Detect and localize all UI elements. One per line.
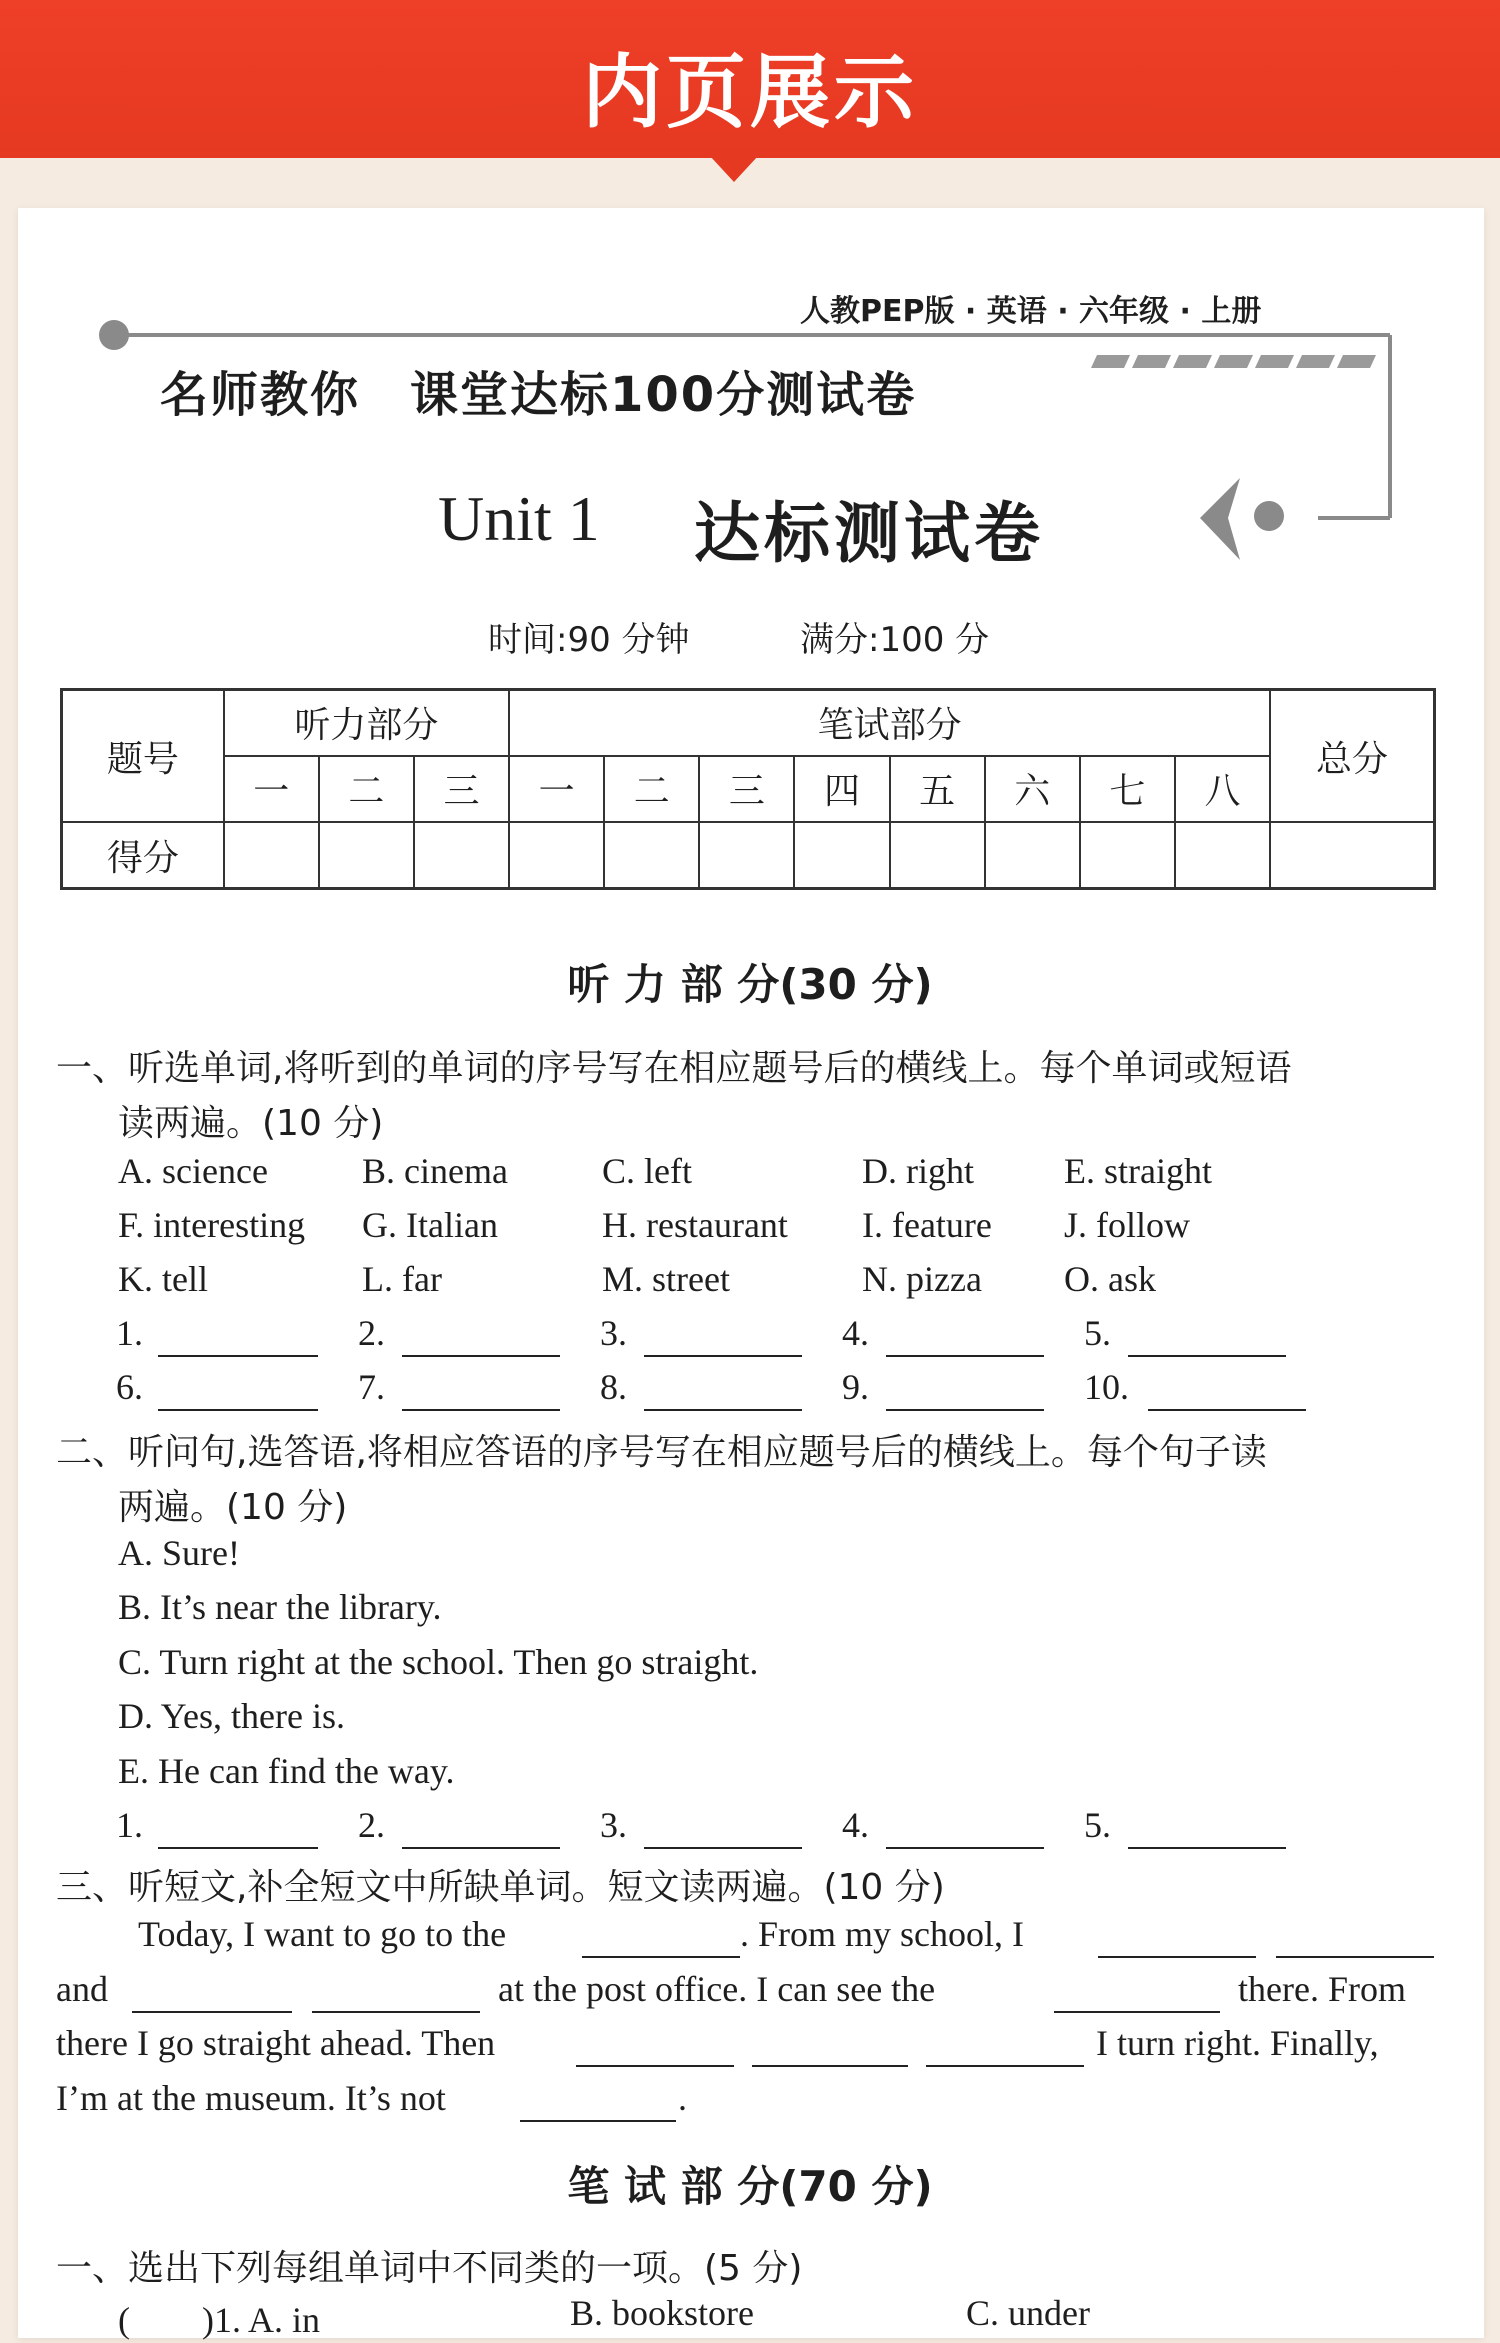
response-option: D. Yes, there is. — [118, 1696, 346, 1736]
word-option: H. restaurant — [602, 1205, 788, 1245]
word-option: F. interesting — [118, 1205, 306, 1245]
word-option: E. straight — [1064, 1151, 1212, 1191]
col-listening-1: 一 — [224, 756, 319, 822]
passage-blank[interactable] — [752, 2065, 908, 2067]
answer-blank[interactable] — [402, 1355, 560, 1357]
response-option: C. Turn right at the school. Then go straight. — [118, 1642, 759, 1682]
q3-instruction: 三、听短文,补全短文中所缺单词。短文读两遍。(10 分) — [56, 1867, 945, 1908]
score-table — [60, 688, 1436, 890]
writing-header: 笔试部分 — [509, 690, 1270, 756]
q1-answer-num: 5. — [1084, 1313, 1111, 1353]
answer-blank[interactable] — [402, 1847, 560, 1849]
answer-blank[interactable] — [1128, 1847, 1286, 1849]
word-option: J. follow — [1064, 1205, 1190, 1245]
answer-blank[interactable] — [158, 1409, 318, 1411]
response-option: E. He can find the way. — [118, 1751, 455, 1791]
passage-blank[interactable] — [926, 2065, 1084, 2067]
word-option: D. right — [862, 1151, 974, 1191]
writing-q1-option: C. under — [966, 2293, 1090, 2333]
q2-answer-num: 3. — [600, 1805, 627, 1845]
q1-instruction-line2: 读两遍。(10 分) — [118, 1103, 384, 1144]
total-header: 总分 — [1270, 690, 1434, 823]
passage-text: . — [678, 2078, 687, 2118]
passage-blank[interactable] — [520, 2120, 676, 2122]
passage-blank[interactable] — [1054, 2011, 1220, 2013]
score-cell[interactable] — [414, 822, 509, 888]
word-option: B. cinema — [362, 1151, 508, 1191]
q2-answer-num: 2. — [358, 1805, 385, 1845]
passage-blank[interactable] — [312, 2011, 480, 2013]
word-option: L. far — [362, 1259, 442, 1299]
score-cell[interactable] — [699, 822, 794, 888]
response-option: A. Sure! — [118, 1533, 240, 1573]
word-option: K. tell — [118, 1259, 208, 1299]
q1-answer-num: 7. — [358, 1367, 385, 1407]
passage-text: I’m at the museum. It’s not — [56, 2078, 446, 2118]
answer-blank[interactable] — [886, 1847, 1044, 1849]
answer-blank[interactable] — [886, 1409, 1044, 1411]
word-option: N. pizza — [862, 1259, 982, 1299]
answer-blank[interactable] — [402, 1409, 560, 1411]
score-cell[interactable] — [1080, 822, 1175, 888]
passage-text: I turn right. Finally, — [1096, 2023, 1379, 2063]
q1-answer-num: 4. — [842, 1313, 869, 1353]
answer-blank[interactable] — [644, 1355, 802, 1357]
score-cell[interactable] — [224, 822, 319, 888]
answer-blank[interactable] — [1128, 1355, 1286, 1357]
series-title: 名师教你 课堂达标100分测试卷 — [160, 367, 917, 423]
edition-label: 人教PEP版 · 英语 · 六年级 · 上册 — [800, 294, 1262, 329]
passage-text: Today, I want to go to the — [138, 1914, 507, 1954]
q1-answer-num: 3. — [600, 1313, 627, 1353]
passage-blank[interactable] — [582, 1956, 740, 1958]
passage-blank[interactable] — [1276, 1956, 1434, 1958]
col-writing-5: 五 — [890, 756, 985, 822]
answer-blank[interactable] — [158, 1847, 318, 1849]
col-listening-2: 二 — [319, 756, 414, 822]
score-cell[interactable] — [985, 822, 1080, 888]
col-writing-7: 七 — [1080, 756, 1175, 822]
writing-q1-option: B. bookstore — [570, 2293, 754, 2333]
q1-instruction-line1: 一、听选单词,将听到的单词的序号写在相应题号后的横线上。每个单词或短语 — [56, 1048, 1292, 1089]
score-cell[interactable] — [319, 822, 414, 888]
q1-answer-num: 2. — [358, 1313, 385, 1353]
word-option: A. science — [118, 1151, 268, 1191]
q2-answer-num: 5. — [1084, 1805, 1111, 1845]
answer-blank[interactable] — [644, 1847, 802, 1849]
response-option: B. It’s near the library. — [118, 1587, 442, 1627]
score-cell[interactable] — [794, 822, 889, 888]
passage-text: and — [56, 1969, 108, 2009]
score-cell[interactable] — [509, 822, 604, 888]
word-option: I. feature — [862, 1205, 992, 1245]
q1-answer-num: 1. — [116, 1313, 143, 1353]
q2-instruction-line2: 两遍。(10 分) — [118, 1487, 348, 1528]
full-score-label: 满分:100 分 — [800, 620, 990, 660]
q2-answer-num: 1. — [116, 1805, 143, 1845]
passage-blank[interactable] — [1098, 1956, 1256, 1958]
col-writing-6: 六 — [985, 756, 1080, 822]
score-row-label: 得分 — [62, 822, 224, 888]
writing-q1-instruction: 一、选出下列每组单词中不同类的一项。(5 分) — [56, 2248, 803, 2289]
q1-answer-num: 9. — [842, 1367, 869, 1407]
answer-blank[interactable] — [886, 1355, 1044, 1357]
q1-answer-num: 6. — [116, 1367, 143, 1407]
word-option: O. ask — [1064, 1259, 1156, 1299]
col-writing-3: 三 — [699, 756, 794, 822]
listening-header: 听力部分 — [224, 690, 509, 756]
passage-blank[interactable] — [576, 2065, 734, 2067]
col-writing-4: 四 — [794, 756, 889, 822]
passage-text: there I go straight ahead. Then — [56, 2023, 496, 2063]
word-option: G. Italian — [362, 1205, 498, 1245]
col-listening-3: 三 — [414, 756, 509, 822]
score-cell[interactable] — [1175, 822, 1270, 888]
score-cell[interactable] — [1270, 822, 1434, 888]
q2-instruction-line1: 二、听问句,选答语,将相应答语的序号写在相应题号后的横线上。每个句子读 — [56, 1432, 1267, 1473]
col-writing-2: 二 — [604, 756, 699, 822]
writing-q1-item: ( )1. A. in — [118, 2300, 320, 2340]
score-cell[interactable] — [604, 822, 699, 888]
unit-label: Unit 1 — [438, 483, 600, 554]
col-writing-1: 一 — [509, 756, 604, 822]
q1-answer-num: 10. — [1084, 1367, 1129, 1407]
page-title: 达标测试卷 — [694, 495, 1044, 572]
word-option: M. street — [602, 1259, 730, 1299]
time-label: 时间:90 分钟 — [488, 620, 690, 660]
answer-blank[interactable] — [1148, 1409, 1306, 1411]
writing-heading: 笔 试 部 分(70 分) — [567, 2162, 933, 2211]
passage-text: there. From — [1238, 1969, 1406, 2009]
score-cell[interactable] — [890, 822, 985, 888]
question-number-header: 题号 — [62, 690, 224, 823]
listening-heading: 听 力 部 分(30 分) — [567, 960, 933, 1009]
answer-blank[interactable] — [158, 1355, 318, 1357]
answer-blank[interactable] — [644, 1409, 802, 1411]
banner-title: 内页展示 — [582, 46, 918, 139]
passage-text: at the post office. I can see the — [498, 1969, 936, 2009]
word-option: C. left — [602, 1151, 692, 1191]
col-writing-8: 八 — [1175, 756, 1270, 822]
passage-blank[interactable] — [132, 2011, 292, 2013]
q2-answer-num: 4. — [842, 1805, 869, 1845]
q1-answer-num: 8. — [600, 1367, 627, 1407]
passage-text: . From my school, I — [740, 1914, 1024, 1954]
